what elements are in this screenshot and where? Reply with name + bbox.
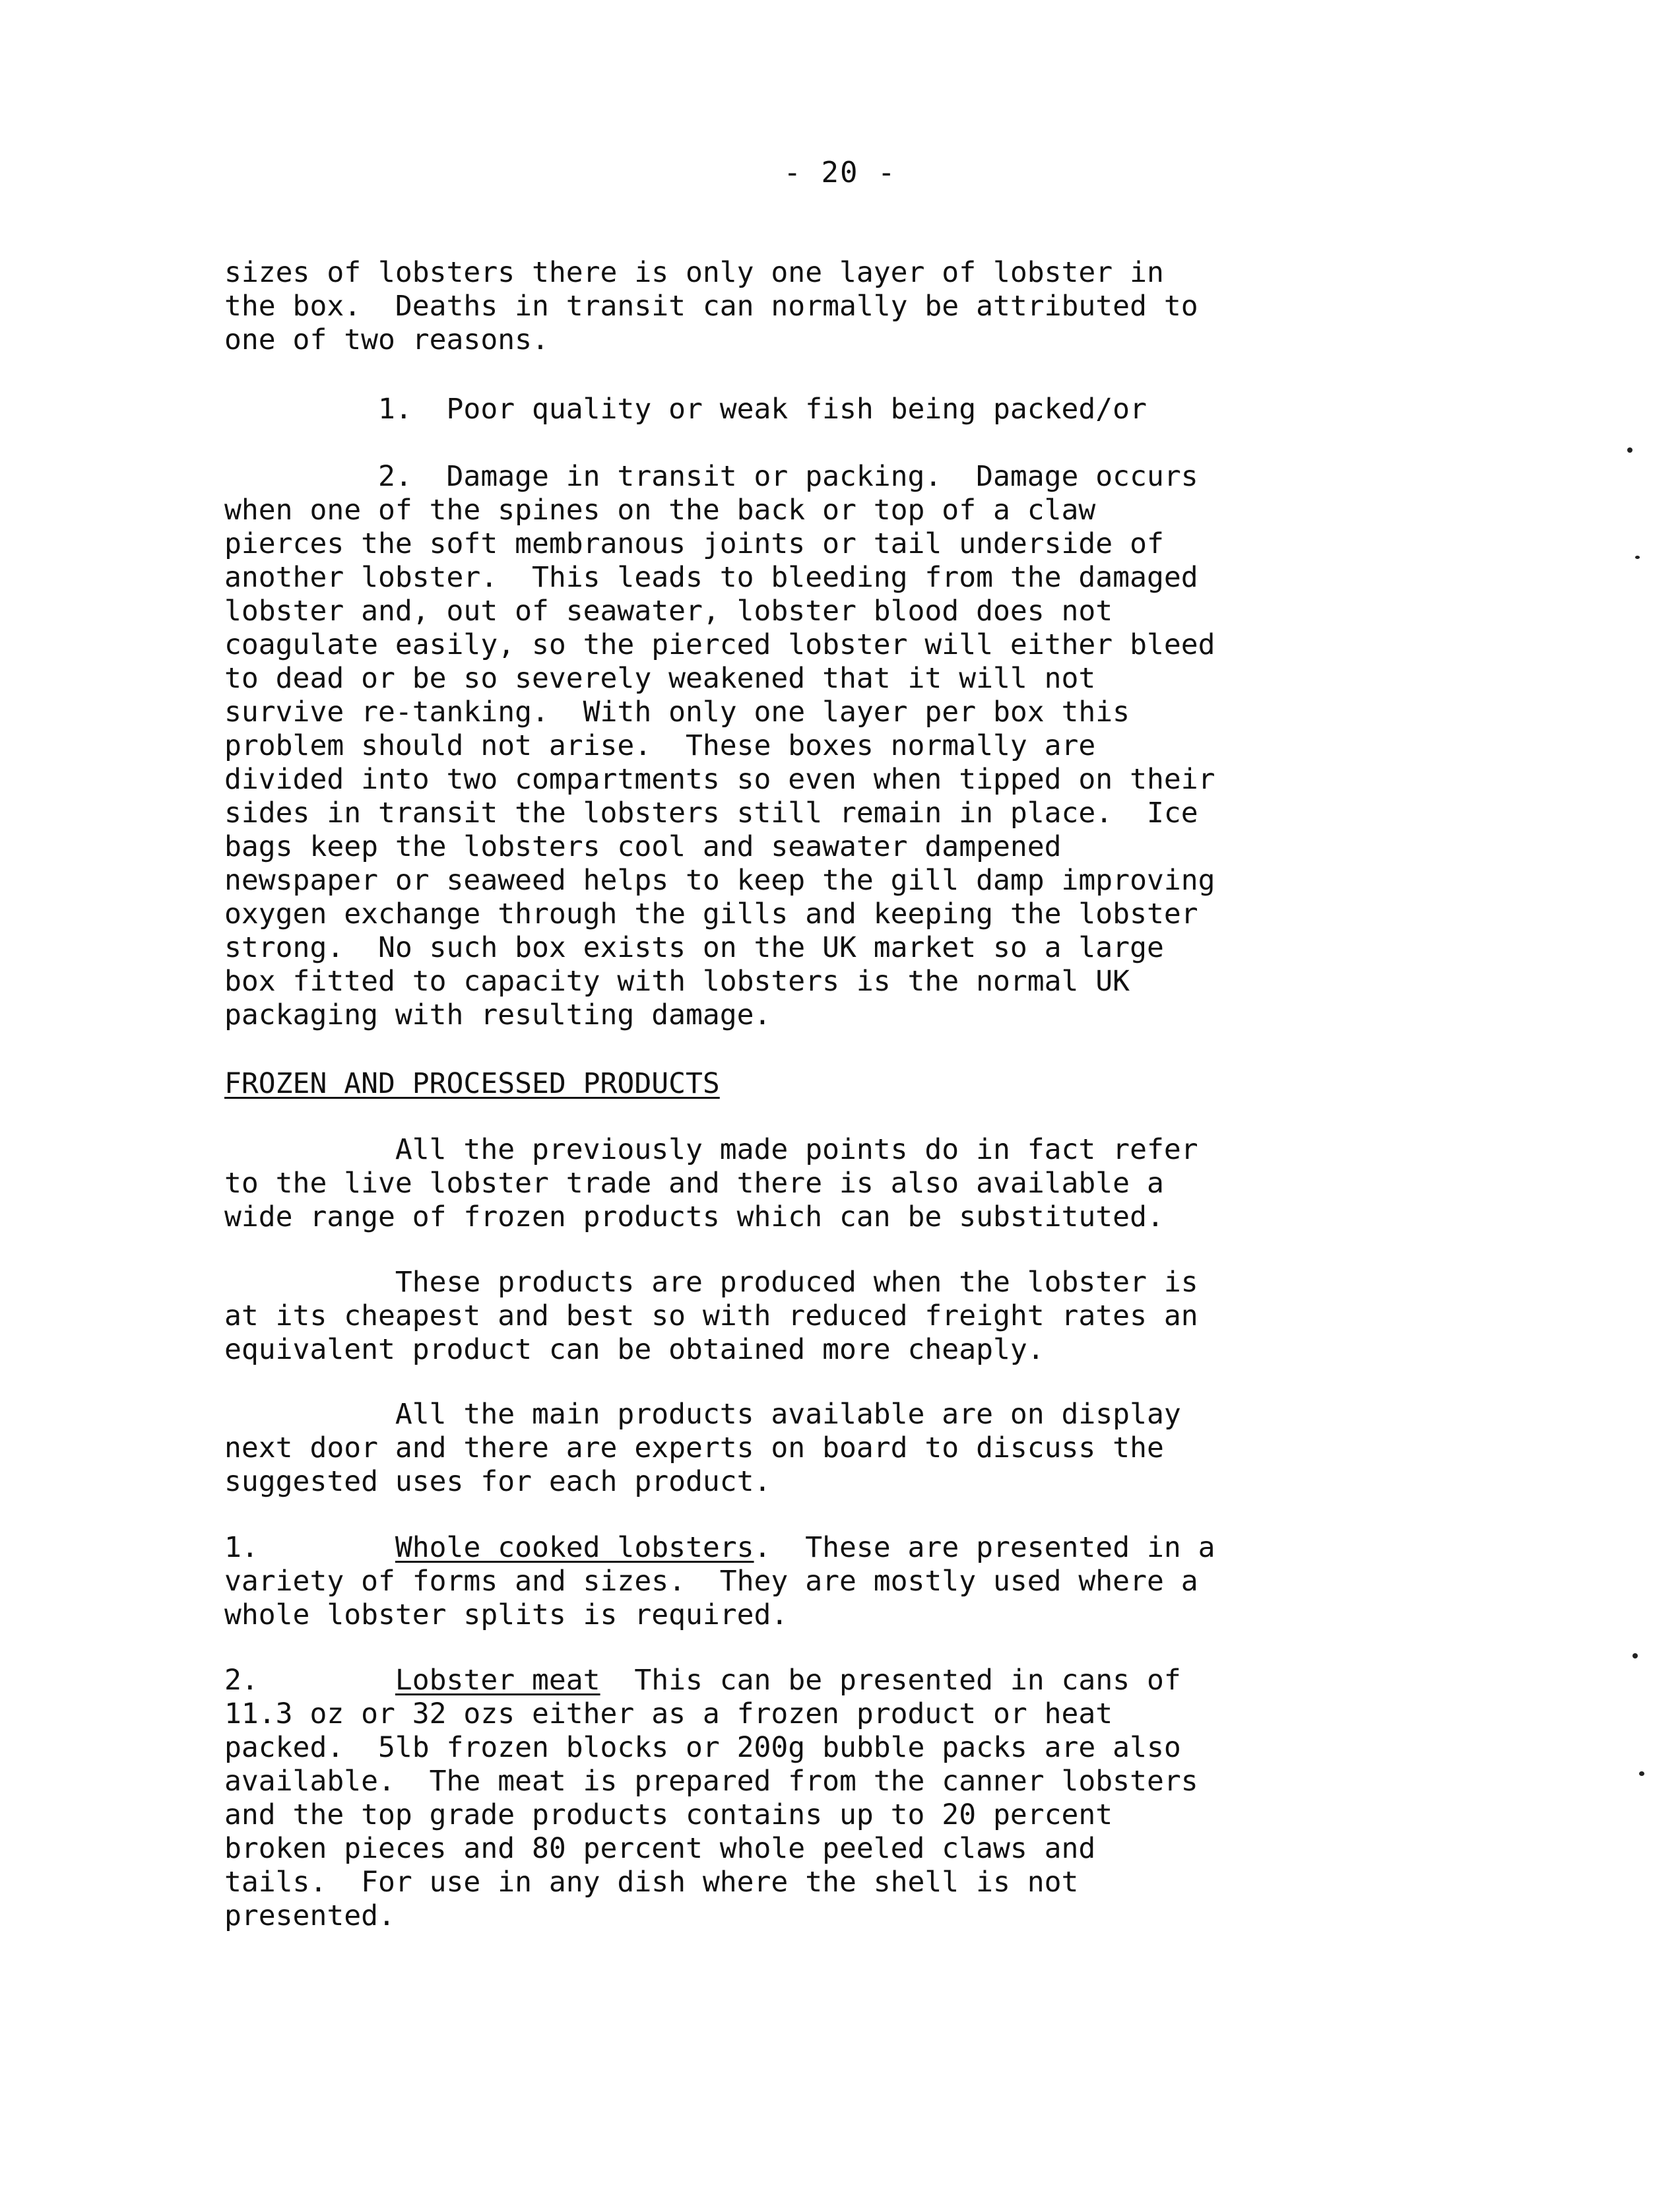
text-line: coagulate easily, so the pierced lobster will either bleed [224,628,1215,661]
text-line: pierces the soft membranous joints or tail underside of [224,527,1164,560]
text-line: another lobster. This leads to bleeding from the damaged [224,561,1198,594]
text-line: bags keep the lobsters cool and seawater dampened [224,830,1062,863]
text-line: 2. Damage in transit or packing. Damage occurs [224,460,1198,493]
text-line: variety of forms and sizes. They are mostly used where a [224,1565,1198,1598]
text-line: lobster and, out of seawater, lobster blood does not [224,595,1113,628]
intro-paragraph [224,256,1412,357]
list-item-title: Whole cooked lobsters [395,1531,754,1564]
list-item-whole-cooked-lobsters [224,1531,1412,1632]
text-line: 11.3 oz or 32 ozs either as a frozen product or heat [224,1697,1113,1730]
text-line: presented. [224,1899,395,1932]
text-line: when one of the spines on the back or top of a claw [224,494,1096,527]
paragraph-1 [224,1133,1412,1234]
text-line: broken pieces and 80 percent whole peeled claws and [224,1832,1096,1865]
text-line: and the top grade products contains up to 20 percent [224,1798,1113,1831]
text-line: whole lobster splits is required. [224,1598,789,1631]
text-line: tails. For use in any dish where the shell is not [224,1866,1079,1899]
text-line: wide range of frozen products which can be substituted. [224,1200,1164,1233]
text-line: All the main products available are on display [224,1398,1181,1431]
list-item-lobster-meat [224,1664,1412,1933]
text-line: oxygen exchange through the gills and keeping the lobster [224,898,1198,931]
text-line: survive re-tanking. With only one layer per box this [224,696,1130,729]
list-item-title: Lobster meat [395,1664,600,1697]
reason-1 [224,393,1412,426]
list-item-first-line [224,1664,1412,1697]
text-line: at its cheapest and best so with reduced freight rates an [224,1299,1198,1332]
list-item-text: . These are presented in a [754,1531,1215,1564]
paragraph-2 [224,1266,1412,1367]
text-line: equivalent product can be obtained more cheaply. [224,1333,1045,1366]
scan-speck [1632,1653,1638,1658]
text-line: to dead or be so severely weakened that it will not [224,662,1096,695]
text-line: packed. 5lb frozen blocks or 200g bubble packs are also [224,1731,1181,1764]
text-line: newspaper or seaweed helps to keep the gill damp improving [224,864,1215,897]
section-heading-block [224,1067,1412,1101]
list-item-number: 2. [224,1664,259,1697]
text-line: suggested uses for each product. [224,1465,771,1498]
text-line: 1. Poor quality or weak fish being packed/or [224,393,1147,426]
text-line: the box. Deaths in transit can normally be attributed to [224,290,1198,323]
scan-speck [1627,447,1632,453]
paragraph-3 [224,1398,1412,1499]
text-line: to the live lobster trade and there is also available a [224,1167,1164,1200]
text-line: divided into two compartments so even when tipped on their [224,763,1215,796]
text-line: box fitted to capacity with lobsters is the normal UK [224,965,1130,998]
page-number: - 20 - [783,156,897,189]
scan-speck [1639,1771,1644,1776]
text-line: sizes of lobsters there is only one layer of lobster in [224,256,1164,289]
list-item-number: 1. [224,1531,259,1564]
text-line: These products are produced when the lobster is [224,1266,1198,1299]
text-line: one of two reasons. [224,323,549,356]
text-line: sides in transit the lobsters still remain in place. Ice [224,797,1198,830]
list-item-text: This can be presented in cans of [600,1664,1181,1697]
text-line: next door and there are experts on board to discuss the [224,1431,1164,1464]
list-item-first-line [224,1531,1412,1565]
reason-2-paragraph [224,460,1412,1032]
text-line: available. The meat is prepared from the canner lobsters [224,1765,1198,1798]
scan-speck [1635,556,1640,559]
text-line: strong. No such box exists on the UK market so a large [224,931,1164,964]
text-line: packaging with resulting damage. [224,999,771,1032]
section-heading: FROZEN AND PROCESSED PRODUCTS [224,1067,720,1100]
text-line: problem should not arise. These boxes normally are [224,729,1096,762]
text-line: All the previously made points do in fact refer [224,1133,1198,1166]
